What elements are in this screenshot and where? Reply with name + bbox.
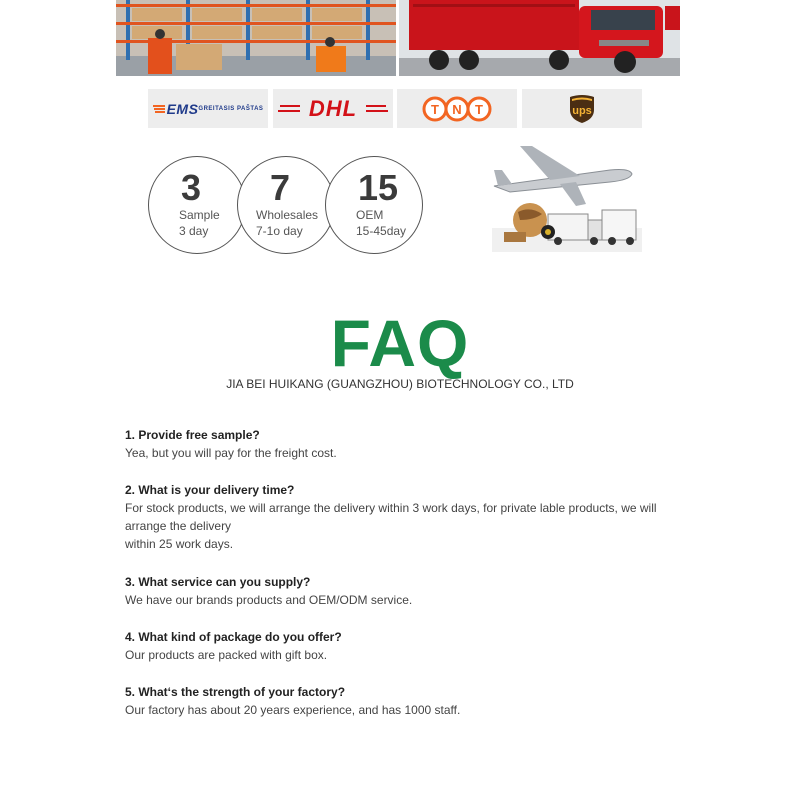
faq-item [125,628,685,664]
faq-answer-continued: within 25 work days. [125,537,234,551]
stat-number: 3 [181,167,202,208]
stat-label: OEM [356,208,384,222]
logistics-illustration [490,140,644,254]
stat-wholesales [237,156,335,254]
company-name: JIA BEI HUIKANG (GUANGZHOU) BIOTECHNOLOGY CO., LTD [226,377,574,391]
ems-wings-icon [153,104,167,114]
tnt-letter-3: T [475,101,483,117]
stat-label: Wholesales [256,208,319,222]
faq-item [125,573,685,609]
stat-sample [148,156,246,254]
tnt-letter-2: N [452,101,462,117]
stat-oem [325,156,423,254]
faq-answer: Yea, but you will pay for the freight cost. [125,446,337,460]
stat-duration: 7-1o day [256,224,303,238]
stat-number: 7 [270,167,291,208]
faq-title: FAQ [330,306,470,380]
faq-answer: We have our brands products and OEM/ODM service. [125,593,413,607]
faq-answer: Our products are packed with gift box. [125,648,328,662]
ups-shield-icon [568,94,596,124]
faq-answer: For stock products, we will arrange the delivery within 3 work days, for private lable products, we will arrange the delivery [125,501,657,533]
courier-logos [148,89,642,128]
faq-question: 4. What kind of package do you offer? [125,630,342,644]
faq-answer: Our factory has about 20 years experience, and has 1000 staff. [125,703,461,717]
tnt-letter-1: T [431,101,439,117]
ems-logo [148,89,268,128]
stat-number: 15 [358,167,399,208]
warehouse-photo [116,0,396,76]
dhl-logo [273,89,393,128]
faq-question: 5. What‘s the strength of your factory? [125,685,346,699]
stat-label: Sample [179,208,220,222]
stats-row [148,156,428,256]
airplane-icon [490,140,644,254]
faq-question: 2. What is your delivery time? [125,483,295,497]
truck-photo [399,0,680,76]
faq-item [125,481,685,553]
photo-banner [116,0,680,76]
stat-duration: 15-45day [356,224,407,238]
stat-duration: 3 day [179,224,209,238]
faq-question: 1. Provide free sample? [125,428,260,442]
ems-label: EMS [166,100,199,117]
dhl-label: DHL [308,95,358,121]
ems-sub: GREITASIS PAŠTAS [198,105,264,112]
tnt-mark-icon [422,96,492,122]
faq-question: 3. What service can you supply? [125,575,311,589]
ups-logo [522,89,642,128]
faq-item [125,683,685,719]
tnt-logo [397,89,517,128]
ups-label: ups [572,104,592,117]
faq-item [125,426,685,462]
